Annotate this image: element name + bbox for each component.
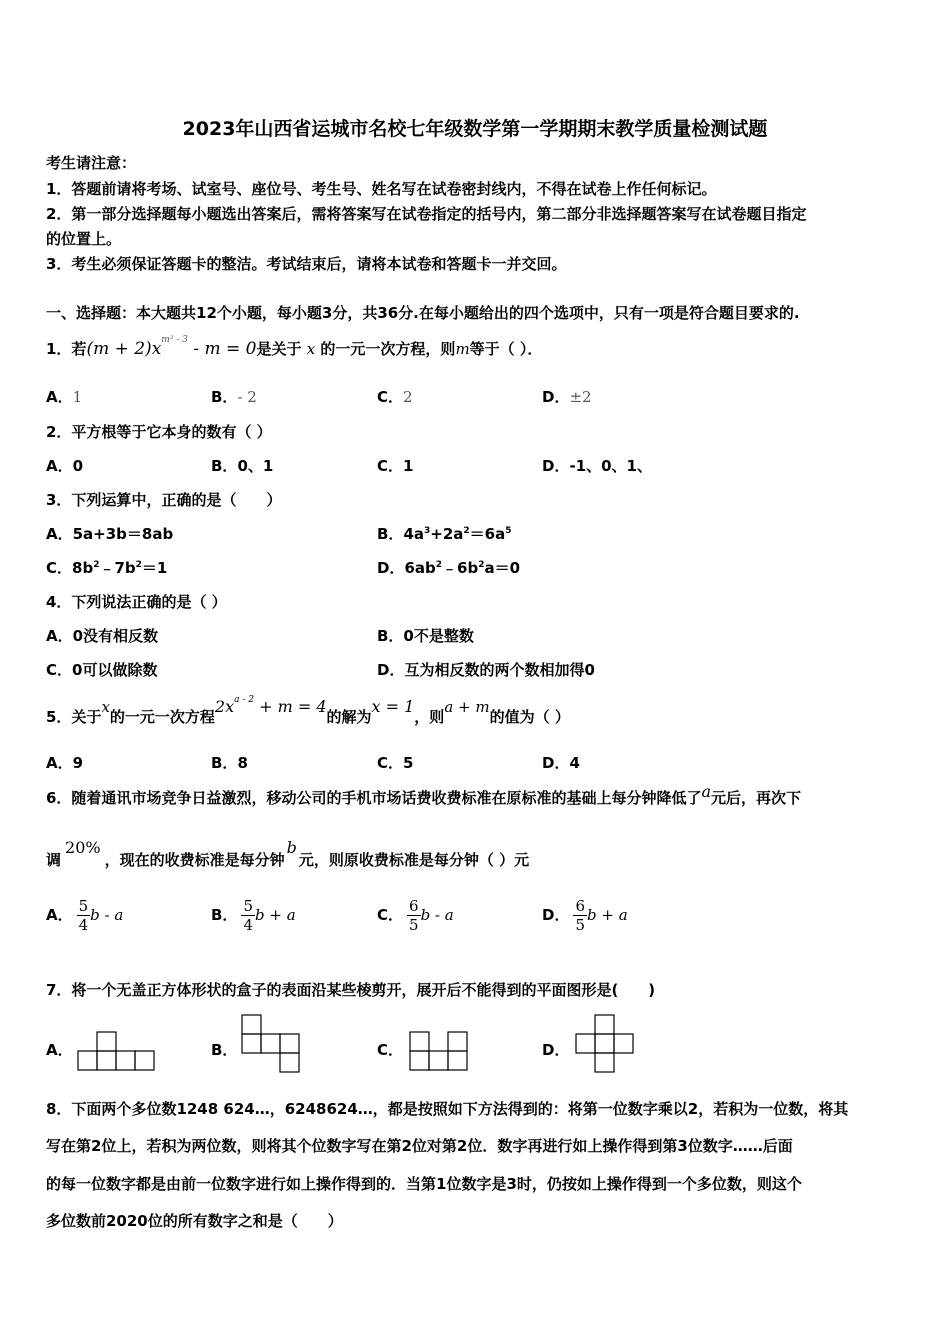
question-8-line: 写在第2位上，若积为两位数，则将其个位数字写在第2位对第2位．数字再进行如上操作得到第3位数字……后面 bbox=[46, 1137, 793, 1155]
q2-option-c: C．1 bbox=[377, 457, 414, 475]
notice-item: 1．答题前请将考场、试室号、座位号、考生号、姓名写在试卷密封线内，不得在试卷上作任何标记。 bbox=[46, 180, 717, 198]
q7-option-c-label: C． bbox=[377, 1041, 404, 1059]
q1-option-b: B．- 2 bbox=[211, 388, 257, 406]
q4-option-a: A．0没有相反数 bbox=[46, 627, 159, 645]
q7-net-c bbox=[410, 1031, 472, 1073]
q1-mid2: 的一元一次方程，则 bbox=[320, 340, 456, 358]
notice-item: 的位置上。 bbox=[46, 230, 122, 248]
question-3-stem: 3．下列运算中，正确的是（ ） bbox=[46, 491, 282, 509]
q3-option-c: C．$8b^2﹣7b^2=1$ bbox=[46, 559, 168, 577]
q4-option-c: C．0可以做除数 bbox=[46, 661, 158, 679]
q1-var-m: m bbox=[455, 340, 470, 358]
q5-option-c: C．5 bbox=[377, 754, 414, 772]
q1-var-x: x bbox=[306, 340, 316, 358]
q2-option-d: D．-1、0、1、 bbox=[542, 457, 652, 475]
q5-option-d: D．4 bbox=[542, 754, 580, 772]
q1-option-a: A．1 bbox=[46, 388, 83, 406]
q4-option-d: D．互为相反数的两个数相加得0 bbox=[377, 661, 595, 679]
question-6-line-2: 调20%，现在的收费标准是每分钟b元，则原收费标准是每分钟（ ）元 bbox=[46, 838, 530, 869]
q1-expr-b: - m = 0 bbox=[187, 339, 257, 359]
question-7-stem: 7．将一个无盖正方体形状的盒子的表面沿某些棱剪开，展开后不能得到的平面图形是( ) bbox=[46, 981, 656, 999]
question-8-line: 多位数前2020位的所有数字之和是（ ） bbox=[46, 1212, 343, 1230]
q7-option-d-label: D． bbox=[542, 1041, 570, 1059]
q7-net-d bbox=[576, 1014, 638, 1074]
q7-net-b bbox=[242, 1014, 302, 1074]
q6-option-d: D． $\frac{6}{5}$ b + a bbox=[542, 897, 628, 934]
notice-item: 3．考生必须保证答题卡的整洁。考试结束后，请将本试卷和答题卡一并交回。 bbox=[46, 255, 567, 273]
q1-mid: 是关于 bbox=[256, 340, 302, 358]
section-heading: 一、选择题：本大题共12个小题，每小题3分，共36分.在每小题给出的四个选项中，只有一项是符合题目要求的. bbox=[46, 304, 800, 322]
q3-option-b: B．$4a^3+2a^2=6a^5$ bbox=[377, 525, 512, 543]
q2-option-b: B．0、1 bbox=[211, 457, 274, 475]
q6-option-a: A． $\frac{5}{4}$ b - a bbox=[46, 897, 124, 934]
q1-prefix: 1．若 bbox=[46, 340, 87, 358]
q5-option-a: A．9 bbox=[46, 754, 84, 772]
question-8-line: 8．下面两个多位数1248 624…，6248624…，都是按照如下方法得到的：将第一位数字乘以2，若积为一位数，将其 bbox=[46, 1100, 849, 1118]
question-8-line: 的每一位数字都是由前一位数字进行如上操作得到的．当第1位数字是3时，仍按如上操作得到一个多位数，则这个 bbox=[46, 1175, 802, 1193]
q7-option-b-label: B． bbox=[211, 1041, 238, 1059]
q1-suffix: 等于（ ）． bbox=[469, 340, 543, 358]
q6-option-c: C． $\frac{6}{5}$ b - a bbox=[377, 897, 454, 934]
q3-option-a: A．5a+3b＝8ab bbox=[46, 525, 174, 543]
question-1-stem bbox=[46, 335, 543, 359]
question-4-stem: 4．下列说法正确的是（ ） bbox=[46, 593, 227, 611]
q1-option-c: C．2 bbox=[377, 388, 413, 406]
q2-option-a: A．0 bbox=[46, 457, 84, 475]
q1-option-d: D．±2 bbox=[542, 388, 592, 406]
q7-net-a bbox=[78, 1031, 158, 1071]
q1-exponent: m² - 3 bbox=[161, 335, 188, 345]
notice-item: 2．第一部分选择题每小题选出答案后，需将答案写在试卷指定的括号内，第二部分非选择题答案写在试卷题目指定 bbox=[46, 205, 807, 223]
question-5-stem: 5．关于x的一元一次方程$2x^{a - 2} + m = 4$的解为x = 1，则a + m的值为（ ） bbox=[46, 695, 570, 726]
q3-option-d: D．$6ab^2﹣6b^2a=0$ bbox=[377, 559, 521, 577]
q5-option-b: B．8 bbox=[211, 754, 248, 772]
q6-option-b: B． $\frac{5}{4}$ b + a bbox=[211, 897, 296, 934]
q4-option-b: B．0不是整数 bbox=[377, 627, 474, 645]
q7-option-a-label: A． bbox=[46, 1041, 73, 1059]
question-2-stem: 2．平方根等于它本身的数有（ ） bbox=[46, 423, 272, 441]
page-title: 2023年山西省运城市名校七年级数学第一学期期末教学质量检测试题 bbox=[182, 118, 768, 140]
q1-expr-a: (m + 2)x bbox=[86, 339, 162, 359]
notice-heading: 考生请注意： bbox=[46, 154, 137, 172]
question-6-line-1: 6．随着通讯市场竞争日益激烈，移动公司的手机市场话费收费标准在原标准的基础上每分钟降低了a元后，再次下 bbox=[46, 782, 802, 807]
